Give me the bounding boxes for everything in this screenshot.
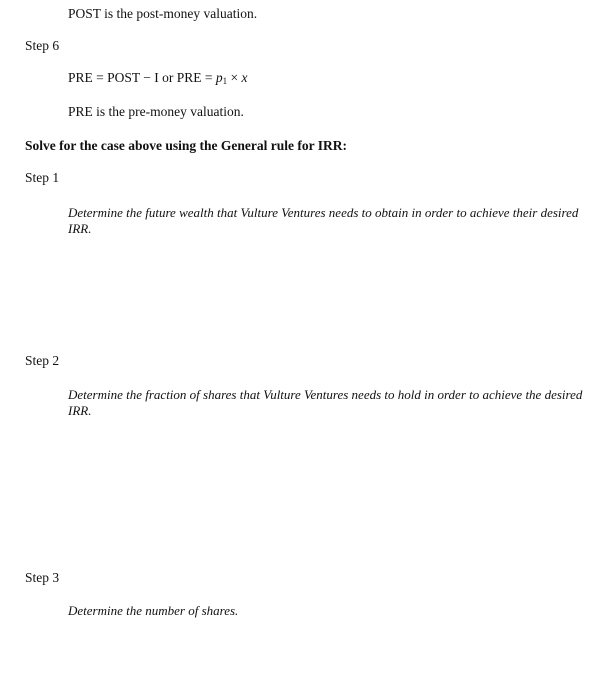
post-money-definition: POST is the post-money valuation. [68, 6, 258, 21]
step-1-instruction: Determine the future wealth that Vulture Ventures needs to obtain in order to achieve their desired IRR. [68, 205, 579, 236]
pre-money-formula [68, 70, 248, 89]
step-6-label: Step 6 [25, 38, 60, 53]
formula-x-symbol: x [241, 70, 248, 85]
step-3-instruction: Determine the number of shares. [68, 603, 239, 618]
step-1-label: Step 1 [25, 170, 60, 185]
formula-p-subscript: 1 [222, 76, 228, 86]
pre-money-definition: PRE is the pre-money valuation. [68, 104, 244, 119]
formula-text: PRE = POST − I or PRE = [68, 70, 216, 85]
section-heading: Solve for the case above using the General rule for IRR: [25, 138, 347, 153]
step-2-label: Step 2 [25, 353, 60, 368]
step-2-instruction: Determine the fraction of shares that Vulture Ventures needs to hold in order to achieve the desired IRR. [68, 387, 583, 418]
formula-p-symbol: p [215, 70, 223, 85]
formula-times: × [227, 70, 242, 85]
step-3-label: Step 3 [25, 570, 60, 585]
